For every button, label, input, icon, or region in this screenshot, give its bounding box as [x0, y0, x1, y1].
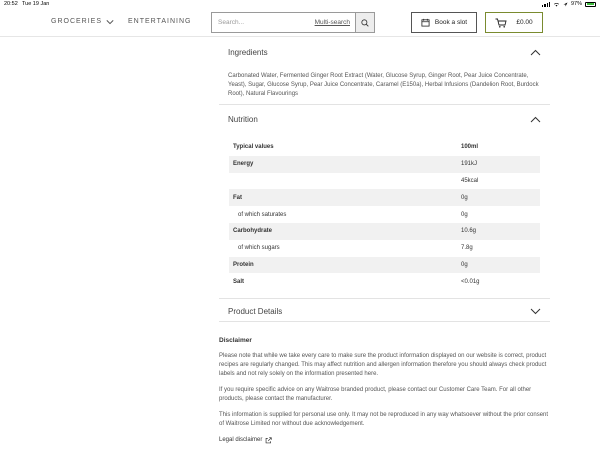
- multi-search-link[interactable]: Multi-search: [314, 19, 350, 26]
- search-icon: [361, 19, 369, 27]
- chevron-up-icon: [530, 49, 541, 56]
- main-nav: [51, 18, 191, 25]
- table-header-cell: 100ml: [461, 144, 479, 151]
- trolley-button[interactable]: [485, 12, 543, 33]
- nutrition-table: [229, 139, 540, 290]
- nutrition-title: Nutrition: [228, 114, 258, 124]
- nutrient-label: Carbohydrate: [229, 223, 457, 240]
- nutrient-value: 45kcal: [461, 177, 479, 184]
- nutrient-value: 0g: [457, 189, 540, 206]
- wifi-icon: [553, 2, 560, 7]
- table-header-row: [229, 139, 540, 156]
- battery-icon: [585, 2, 596, 7]
- nutrient-label: Energy: [229, 156, 457, 173]
- nutrient-value: 10.6g: [457, 223, 540, 240]
- nav-entertaining-label: ENTERTAINING: [128, 18, 192, 25]
- table-row: [229, 206, 540, 223]
- search-input[interactable]: [212, 13, 315, 32]
- nutrient-value: 191kJ: [457, 156, 540, 173]
- disclaimer-section: [219, 336, 550, 445]
- external-link-icon: [265, 437, 272, 444]
- disclaimer-paragraph: If you require specific advice on any Waitrose branded product, please contact our Customer Care Team. For all other products, please contact the manufacturer.: [219, 387, 532, 402]
- status-indicators: [542, 1, 596, 7]
- search-button[interactable]: [355, 13, 374, 32]
- trolley-total: £0.00: [516, 19, 533, 26]
- ingredients-text: Carbonated Water, Fermented Ginger Root Extract (Water, Glucose Syrup, Ginger Root, Pear Juice Concentrate, Yeast), Sugar, Glucose Syrup, Pear Juice Concentrate, Caramel (E150a), Herbal Infusions (Dandelion Root, Burdock Root), Natural Flavourings: [228, 73, 539, 97]
- status-bar: [0, 0, 600, 9]
- nav-groceries[interactable]: [51, 18, 114, 25]
- location-icon: [563, 2, 568, 7]
- nutrition-section: [219, 104, 550, 134]
- nutrition-toggle[interactable]: [219, 104, 550, 134]
- table-row: [229, 189, 540, 206]
- battery-percent: 97%: [570, 1, 582, 7]
- chevron-down-icon: [530, 308, 541, 315]
- nutrient-value: <0.01g: [461, 278, 480, 285]
- nutrient-value: 0g: [457, 257, 540, 274]
- nutrient-value: 0g: [461, 211, 468, 218]
- search-bar: [211, 12, 375, 33]
- book-slot-label: Book a slot: [434, 19, 468, 26]
- table-row: [229, 240, 540, 257]
- disclaimer-paragraph: This information is supplied for personal use only. It may not be reproduced in any way whatsoever without the prior consent of Waitrose Limited nor without due acknowledgement.: [219, 412, 549, 427]
- signal-icon: [542, 2, 550, 7]
- trolley-icon: [495, 18, 507, 28]
- disclaimer-paragraph: Please note that while we take every care to make sure the product information displayed on our website is correct, product recipes are regularly changed. This may affect nutrition and allergen information therefore you should always check product labels and not rely solely on the information presented here.: [219, 353, 547, 377]
- nav-groceries-label: GROCERIES: [51, 18, 103, 25]
- ingredients-toggle[interactable]: [219, 37, 550, 67]
- status-date: Tue 19 Jan: [22, 1, 50, 7]
- ingredients-section: [219, 37, 550, 99]
- table-row: [229, 173, 540, 190]
- nutrient-label: Salt: [233, 278, 245, 285]
- ingredients-title: Ingredients: [228, 47, 268, 57]
- nutrient-label: Protein: [229, 257, 457, 274]
- calendar-icon: [421, 18, 430, 27]
- nutrient-value: 7.8g: [461, 245, 473, 252]
- legal-disclaimer-link[interactable]: [219, 436, 272, 445]
- table-row: [229, 223, 540, 240]
- divider: [219, 321, 550, 322]
- legal-disclaimer-label: Legal disclaimer: [219, 437, 263, 443]
- table-row: [229, 273, 540, 290]
- table-row: [229, 156, 540, 173]
- nav-entertaining[interactable]: [128, 18, 191, 25]
- nutrient-label: of which sugars: [238, 245, 280, 252]
- status-time: 20:52: [4, 1, 18, 7]
- site-header: [0, 9, 600, 37]
- chevron-up-icon: [530, 116, 541, 123]
- chevron-down-icon: [106, 19, 114, 25]
- book-slot-button[interactable]: [411, 12, 477, 33]
- product-details-title: Product Details: [228, 306, 283, 316]
- nutrient-label: of which saturates: [238, 211, 287, 218]
- nutrient-label: [229, 173, 457, 190]
- table-header-cell: Typical values: [233, 144, 274, 151]
- disclaimer-title: Disclaimer: [219, 337, 252, 344]
- nutrient-label: Fat: [229, 189, 457, 206]
- table-row: [229, 257, 540, 274]
